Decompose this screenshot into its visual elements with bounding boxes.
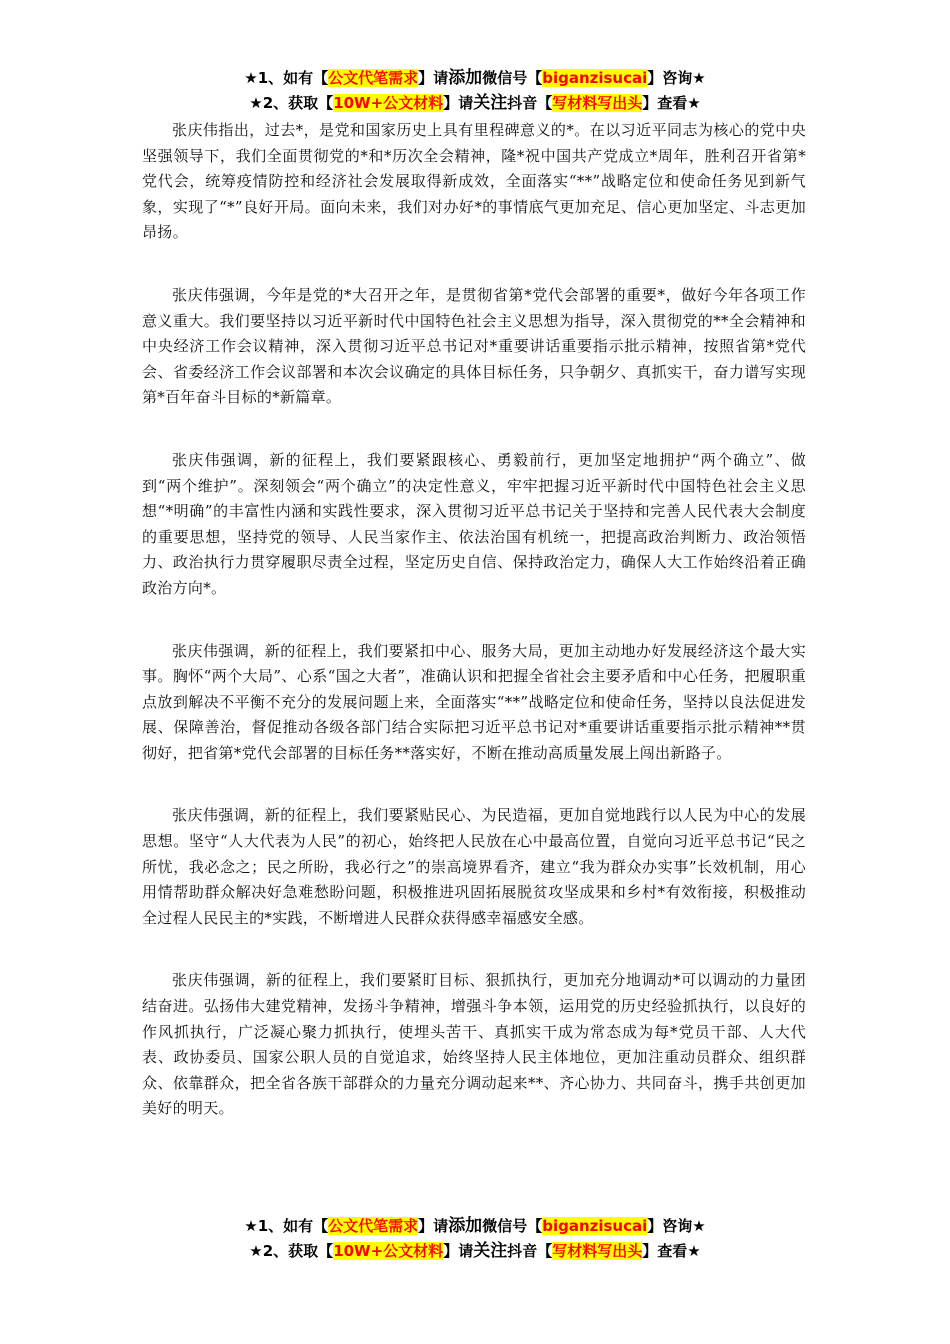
- paragraph: 张庆伟强调，新的征程上，我们要紧盯目标、狠抓执行，更加充分地调动*可以调动的力量团结奋进。弘扬伟大建党精神，发扬斗争精神，增强斗争本领，运用党的历史经验抓执行，以良好的作风抓执行，广泛凝心聚力抓执行，使埋头苦干、真抓实干成为常态成为每*党员干部、人大代表、政协委员、国家公职人员的自觉追求，始终坚持人民主体地位，更加注重动员群众、组织群众、依靠群众，把全省各族干部群众的力量充分调动起来**、齐心协力、共同奋斗，携手共创更加美好的明天。: [142, 971, 806, 1118]
- promo-text: 】请: [418, 69, 449, 87]
- promo-highlight: 10W+公文材料: [333, 1242, 444, 1260]
- paragraph: 张庆伟强调，新的征程上，我们要紧贴民心、为民造福，更加自觉地践行以人民为中心的发展思想。坚守“人大代表为人民”的初心，始终把人民放在心中最高位置，自觉向习近平总书记“民之所忧，我必念之；民之所盼，我必行之”的崇高境界看齐，建立“我为群众办实事”长效机制，用心用情帮助群众解决好急难愁盼问题，积极推进巩固拓展脱贫攻坚成果和乡村*有效衔接，积极推动全过程人民民主的*实践，不断增进人民群众获得感幸福感安全感。: [142, 806, 806, 927]
- promo-text: 】查看★: [642, 94, 701, 112]
- promo-highlight: 写材料写出头: [552, 94, 643, 112]
- promo-line-1: [0, 1214, 950, 1239]
- document-body: [142, 118, 806, 1159]
- promo-emphasis: 关注: [473, 93, 508, 113]
- promo-highlight: 公文代笔需求: [328, 69, 419, 87]
- promo-banner-top: [0, 66, 950, 116]
- promo-text: 】咨询★: [647, 1217, 706, 1235]
- paragraph: 张庆伟强调，今年是党的*大召开之年，是贯彻省第*党代会部署的重要*，做好今年各项工作意义重大。我们要坚持以习近平新时代中国特色社会主义思想为指导，深入贯彻党的**全会精神和中央经济工作会议精神，深入贯彻习近平总书记对*重要讲话重要指示批示精神，按照省第*党代会、省委经济工作会议部署和本次会议确定的具体目标任务，只争朝夕、真抓实干，奋力谱写实现第*百年奋斗目标的*新篇章。: [142, 285, 806, 407]
- promo-text: 】查看★: [642, 1242, 701, 1260]
- promo-emphasis: 添加: [448, 1216, 483, 1236]
- promo-text: ★1、如有【: [244, 69, 329, 87]
- paragraph: 张庆伟强调，新的征程上，我们要紧扣中心、服务大局，更加主动地办好发展经济这个最大实事。胸怀“两个大局”、心系“国之大者”，准确认识和把握全省社会主要矛盾和中心任务，把履职重点放到解决不平衡不充分的发展问题上来，全面落实“**”战略定位和使命任务，坚持以良法促进发展、保障善治，督促推动各级各部门结合实际把习近平总书记对*重要讲话重要指示批示精神**贯彻好，把省第*党代会部署的目标任务**落实好，不断在推动高质量发展上闯出新路子。: [142, 641, 806, 762]
- promo-text: 微信号【: [482, 69, 543, 87]
- promo-text: 抖音【: [507, 1242, 553, 1260]
- promo-text: 】请: [418, 1217, 449, 1235]
- promo-text: ★2、获取【: [249, 1242, 334, 1260]
- promo-emphasis: 添加: [448, 68, 483, 88]
- paragraph: 张庆伟强调，新的征程上，我们要紧跟核心、勇毅前行，更加坚定地拥护“两个确立”、做到“两个维护”。深刻领会“两个确立”的决定性意义，牢牢把握习近平新时代中国特色社会主义思想“*明确”的丰富性内涵和实践性要求，深入贯彻习近平总书记关于坚持和完善人民代表大会制度的重要思想，坚持党的领导、人民当家作主、依法治国有机统一，把提高政治判断力、政治领悟力、政治执行力贯穿履职尽责全过程，坚定历史自信、保持政治定力，确保人大工作始终沿着正确政治方向*。: [142, 450, 806, 597]
- promo-text: 】请: [443, 94, 474, 112]
- promo-highlight: 写材料写出头: [552, 1242, 643, 1260]
- promo-highlight: biganzisucai: [542, 1217, 648, 1235]
- promo-highlight: biganzisucai: [542, 69, 648, 87]
- promo-text: 微信号【: [482, 1217, 543, 1235]
- promo-text: 抖音【: [507, 94, 553, 112]
- promo-line-1: [0, 66, 950, 91]
- promo-line-2: [0, 1239, 950, 1264]
- promo-highlight: 10W+公文材料: [333, 94, 444, 112]
- promo-text: ★1、如有【: [244, 1217, 329, 1235]
- promo-text: ★2、获取【: [249, 94, 334, 112]
- promo-highlight: 公文代笔需求: [328, 1217, 419, 1235]
- promo-text: 】咨询★: [647, 69, 706, 87]
- promo-banner-bottom: [0, 1214, 950, 1264]
- paragraph: 张庆伟指出，过去*，是党和国家历史上具有里程碑意义的*。在以习近平同志为核心的党中央坚强领导下，我们全面贯彻党的*和*历次全会精神，隆*祝中国共产党成立*周年，胜利召开省第*党代会，统筹疫情防控和经济社会发展取得新成效，全面落实“**”战略定位和使命任务见到新气象，实现了“*”良好开局。面向未来，我们对办好*的事情底气更加充足、信心更加坚定、斗志更加昂扬。: [142, 121, 806, 242]
- promo-line-2: [0, 91, 950, 116]
- promo-text: 】请: [443, 1242, 474, 1260]
- promo-emphasis: 关注: [473, 1241, 508, 1261]
